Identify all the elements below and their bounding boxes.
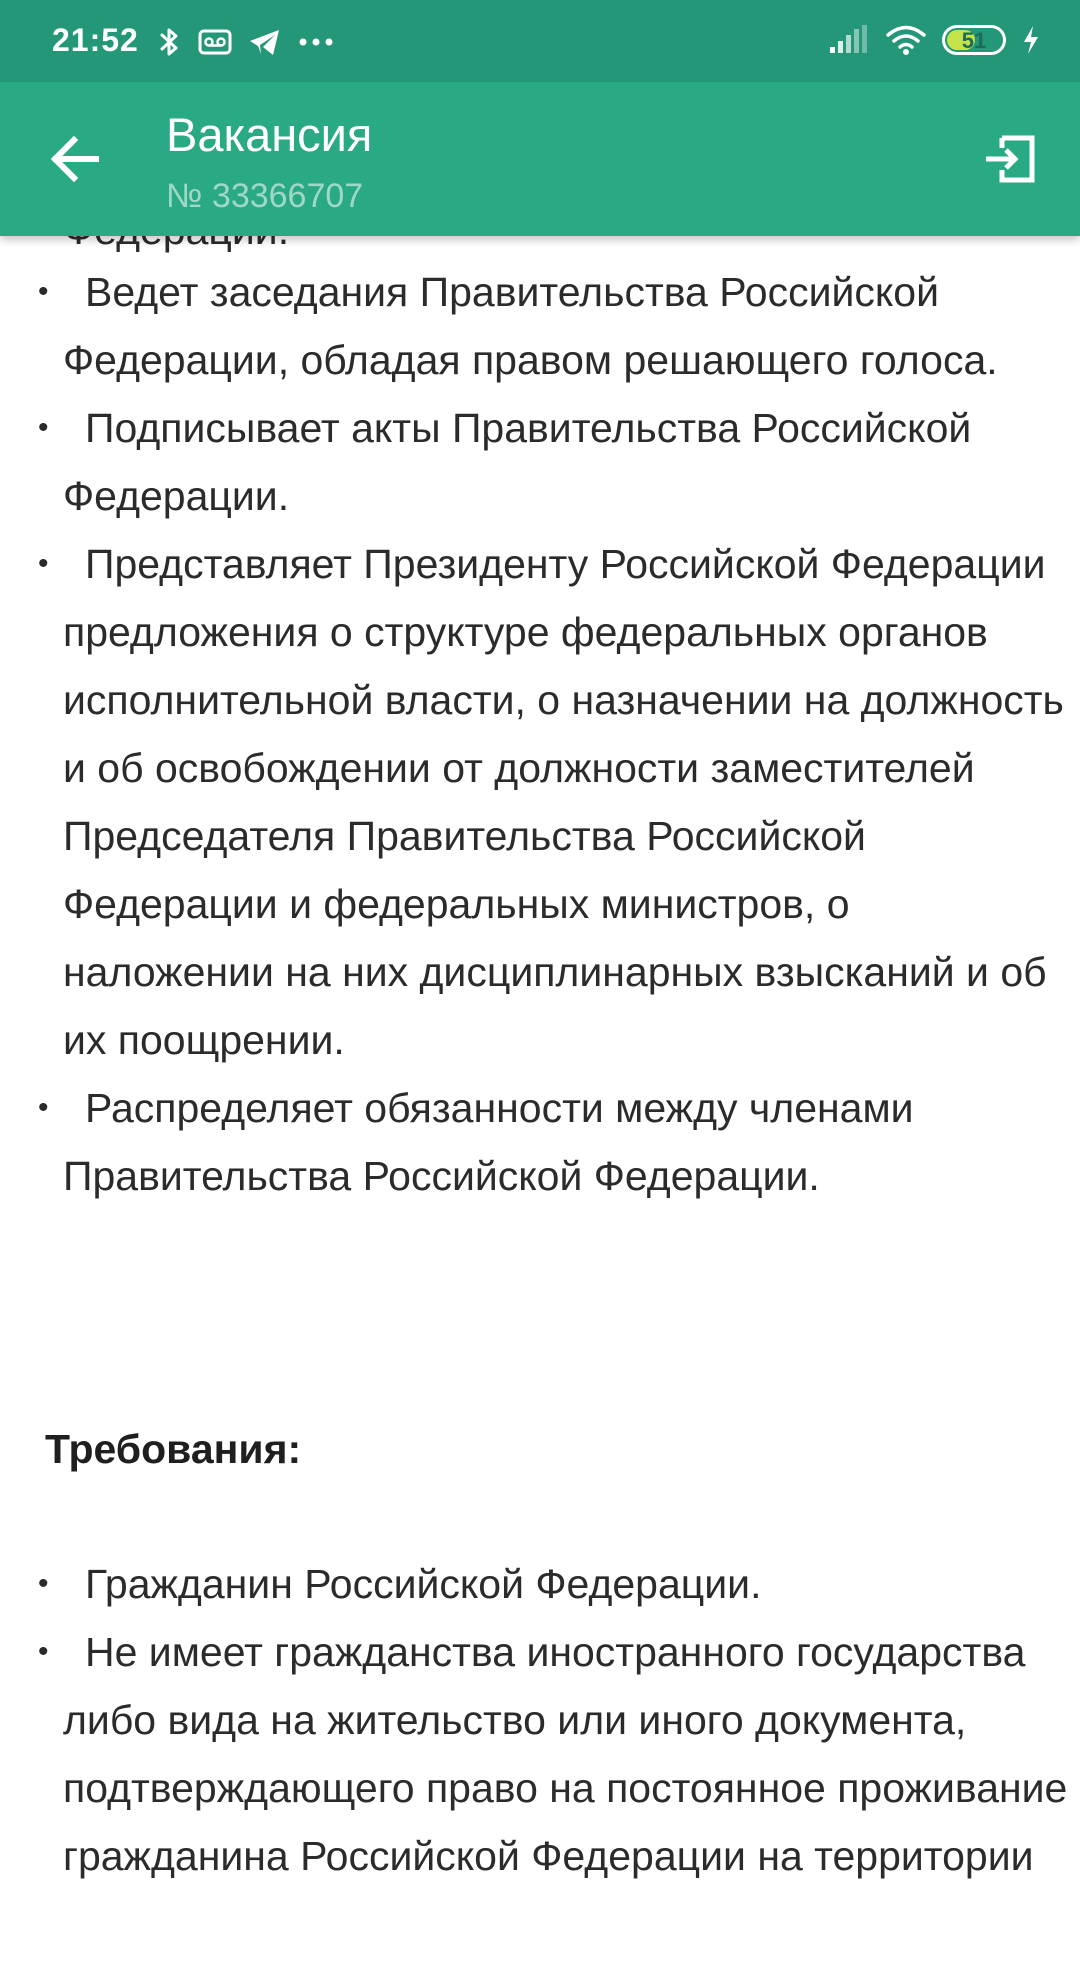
duties-list bbox=[0, 258, 1080, 1210]
list-item-text: Представляет Президенту Российской Федерации предложения о структуре федеральных органов исполнительной власти, о назначении на должность и об освобождении от должности заместителей Председателя Правительства Российской Федерации и федеральных министров, о наложении на них дисциплинарных взысканий и об их поощрении. bbox=[63, 541, 1064, 1063]
telegram-icon bbox=[248, 27, 282, 57]
list-item bbox=[0, 394, 1080, 530]
signal-icon bbox=[830, 25, 870, 55]
bullet-dot: • bbox=[38, 547, 49, 580]
notification-icons bbox=[156, 26, 334, 58]
list-item bbox=[0, 258, 1080, 394]
vacancy-number: № 33366707 bbox=[166, 177, 364, 215]
bullet-dot: • bbox=[38, 1635, 49, 1668]
bluetooth-icon bbox=[156, 26, 182, 58]
page-title: Вакансия bbox=[166, 108, 373, 161]
more-dots-icon bbox=[298, 37, 334, 47]
bullet-dot: • bbox=[38, 1091, 49, 1124]
status-time: 21:52 bbox=[52, 22, 139, 58]
status-bar bbox=[0, 0, 1080, 82]
list-item bbox=[0, 530, 1080, 1074]
list-item bbox=[0, 1618, 1080, 1890]
list-item-text: Ведет заседания Правительства Российской Федерации, обладая правом решающего голоса. bbox=[63, 269, 998, 383]
list-item-text: Не имеет гражданства иностранного государства либо вида на жительство или иного документа, подтверждающего право на постоянное проживание гражданина Российской Федерации на территории bbox=[63, 1629, 1068, 1879]
battery-icon bbox=[942, 25, 1006, 55]
list-item-text: Распределяет обязанности между членами Правительства Российской Федерации. bbox=[63, 1085, 914, 1199]
list-item bbox=[0, 1550, 1080, 1618]
charging-icon bbox=[1022, 25, 1040, 55]
bullet-dot: • bbox=[38, 411, 49, 444]
list-item-text: Подписывает акты Правительства Российской Федерации. bbox=[63, 405, 972, 519]
bullet-dot: • bbox=[38, 1567, 49, 1600]
app-bar bbox=[0, 82, 1080, 236]
battery-percent: 51 bbox=[961, 28, 987, 53]
exit-icon[interactable] bbox=[980, 128, 1042, 190]
wifi-icon bbox=[886, 24, 926, 56]
arrow-left-icon[interactable] bbox=[46, 128, 108, 190]
bullet-dot: • bbox=[38, 275, 49, 308]
system-icons bbox=[830, 24, 1040, 56]
requirements-heading: Требования: bbox=[45, 1426, 302, 1472]
list-item-text: Гражданин Российской Федерации. bbox=[85, 1561, 762, 1607]
requirements-list bbox=[0, 1550, 1080, 1890]
voicemail-icon bbox=[198, 27, 232, 57]
list-item bbox=[0, 1074, 1080, 1210]
